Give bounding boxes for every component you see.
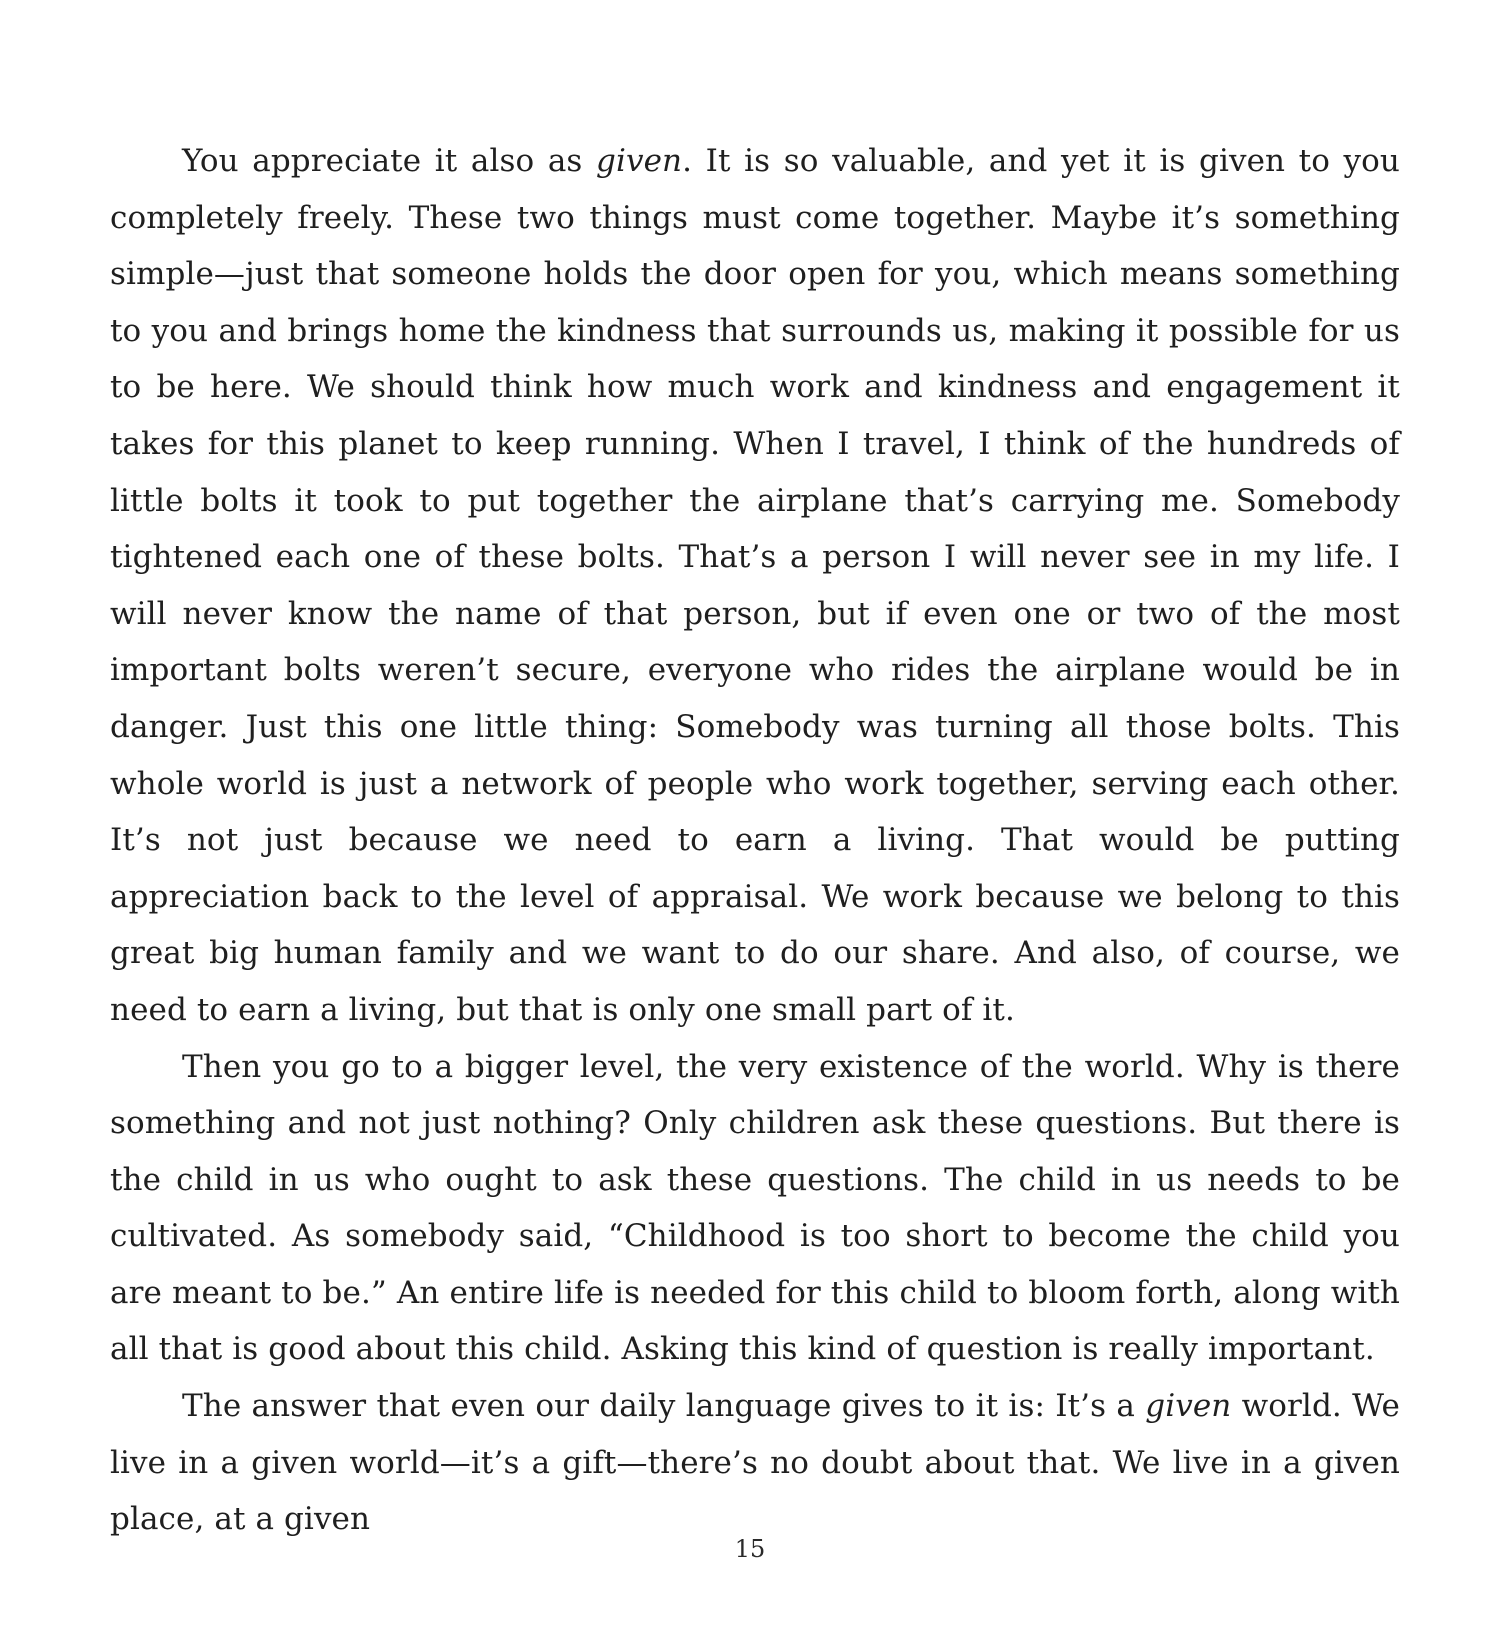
emphasis-given: given: [596, 143, 683, 179]
paragraph-2: [110, 1039, 1400, 1379]
paragraph-1-segment-1: You appreciate it also as: [182, 143, 597, 179]
body-text: [110, 133, 1400, 1548]
paragraph-1-segment-3: . It is so valuable, and yet it is given to you completely freely. These two things must come together. Maybe it’s something simple—just that someone holds the door open for you, which means something to you and brings home the kindness that surrounds us, making it possible for us to be here. We should think how much work and kindness and engagement it takes for this planet to keep running. When I travel, I think of the hundreds of little bolts it took to put together the airplane that’s carrying me. Somebody tightened each one of these bolts. That’s a person I will never see in my life. I will never know the name of that person, but if even one or two of the most important bolts weren’t secure, everyone who rides the airplane would be in danger. Just this one little thing: Somebody was turning all those bolts. This whole world is just a network of people who work together, serving each other. It’s not just because we need to earn a living. That would be putting appreciation back to the level of appraisal. We work because we belong to this great big human family and we want to do our share. And also, of course, we need to earn a living, but that is only one small part of it.: [110, 143, 1401, 1028]
page-number: 15: [734, 1535, 766, 1563]
paragraph-3: [110, 1378, 1400, 1548]
paragraph-3-segment-1: The answer that even our daily language gives to it is: It’s a: [182, 1388, 1146, 1425]
paragraph-3-segment-3: world. We live in a given world—it’s a gift—there’s no doubt about that. We live in a given place, at a given: [110, 1388, 1400, 1538]
emphasis-given: given: [1145, 1388, 1232, 1425]
paragraph-2-segment-1: Then you go to a bigger level, the very existence of the world. Why is there something and not just nothing? Only children ask these questions. But there is the child in us who ought to ask these questions. The child in us needs to be cultivated. As somebody said, “Childhood is too short to become the child you are meant to be.” An entire life is needed for this child to bloom forth, along with all that is good about this child. Asking this kind of question is really important.: [110, 1048, 1400, 1368]
paragraph-1: [110, 133, 1400, 1039]
